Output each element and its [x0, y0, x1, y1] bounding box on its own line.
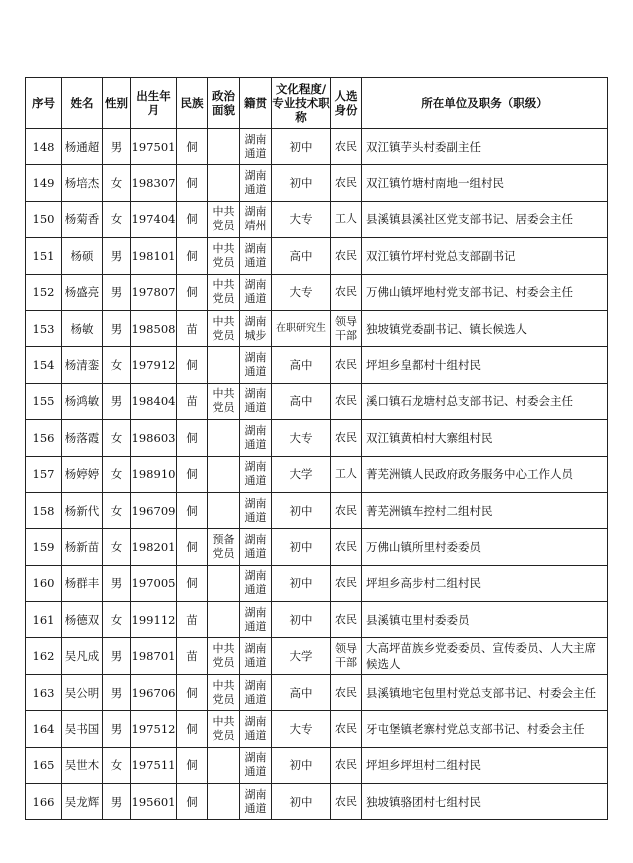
political-status-cell [208, 165, 240, 201]
gender-cell: 男 [103, 238, 131, 274]
gender-cell: 男 [103, 711, 131, 747]
gender-cell: 男 [103, 310, 131, 346]
unit-position-cell: 县溪镇地宅包里村党总支部书记、村委会主任 [362, 674, 608, 710]
row-number-cell: 150 [26, 201, 62, 237]
row-number-cell: 166 [26, 784, 62, 820]
gender-cell: 女 [103, 492, 131, 528]
ethnicity-cell: 侗 [177, 711, 208, 747]
table-row [26, 492, 608, 528]
person-name-cell: 杨德双 [62, 602, 103, 638]
col-ethnic-header: 民族 [177, 78, 208, 129]
row-number-cell: 160 [26, 565, 62, 601]
person-name-cell: 杨菊香 [62, 201, 103, 237]
unit-position-cell: 菁芜洲镇人民政府政务服务中心工作人员 [362, 456, 608, 492]
row-number-cell: 161 [26, 602, 62, 638]
unit-position-cell: 大高坪苗族乡党委委员、宣传委员、人大主席候选人 [362, 638, 608, 674]
ethnicity-cell: 苗 [177, 638, 208, 674]
row-number-cell: 152 [26, 274, 62, 310]
row-number-cell: 148 [26, 129, 62, 165]
education-cell: 大学 [272, 638, 331, 674]
birth-date-cell: 197512 [131, 711, 177, 747]
candidate-table [25, 77, 608, 820]
education-cell: 大专 [272, 420, 331, 456]
ethnicity-cell: 侗 [177, 201, 208, 237]
ethnicity-cell: 侗 [177, 129, 208, 165]
native-place-cell: 湖南通道 [240, 420, 272, 456]
native-place-cell: 湖南通道 [240, 602, 272, 638]
political-status-cell [208, 347, 240, 383]
person-name-cell: 吴世木 [62, 747, 103, 783]
row-number-cell: 159 [26, 529, 62, 565]
education-cell: 初中 [272, 784, 331, 820]
row-number-cell: 154 [26, 347, 62, 383]
political-status-cell: 预备党员 [208, 529, 240, 565]
education-cell: 大专 [272, 274, 331, 310]
person-name-cell: 杨清銮 [62, 347, 103, 383]
candidate-identity-cell: 农民 [331, 420, 362, 456]
candidate-identity-cell: 农民 [331, 711, 362, 747]
education-cell: 大专 [272, 711, 331, 747]
row-number-cell: 153 [26, 310, 62, 346]
birth-date-cell: 198508 [131, 310, 177, 346]
education-cell: 高中 [272, 383, 331, 419]
col-identity-header: 人选身份 [331, 78, 362, 129]
native-place-cell: 湖南通道 [240, 383, 272, 419]
candidate-identity-cell: 农民 [331, 165, 362, 201]
gender-cell: 女 [103, 347, 131, 383]
native-place-cell: 湖南通道 [240, 274, 272, 310]
birth-date-cell: 197005 [131, 565, 177, 601]
candidate-identity-cell: 农民 [331, 492, 362, 528]
political-status-cell: 中共党员 [208, 310, 240, 346]
ethnicity-cell: 侗 [177, 529, 208, 565]
row-number-cell: 156 [26, 420, 62, 456]
unit-position-cell: 坪坦乡坪坦村二组村民 [362, 747, 608, 783]
person-name-cell: 杨敏 [62, 310, 103, 346]
birth-date-cell: 198701 [131, 638, 177, 674]
candidate-identity-cell: 领导干部 [331, 310, 362, 346]
birth-date-cell: 197912 [131, 347, 177, 383]
person-name-cell: 杨新代 [62, 492, 103, 528]
candidate-identity-cell: 农民 [331, 238, 362, 274]
birth-date-cell: 196706 [131, 674, 177, 710]
col-birth-header: 出生年月 [131, 78, 177, 129]
birth-date-cell: 197807 [131, 274, 177, 310]
education-cell: 在职研究生 [272, 310, 331, 346]
unit-position-cell: 双江镇芋头村委副主任 [362, 129, 608, 165]
gender-cell: 女 [103, 456, 131, 492]
gender-cell: 女 [103, 529, 131, 565]
unit-position-cell: 独坡镇党委副书记、镇长候选人 [362, 310, 608, 346]
candidate-identity-cell: 农民 [331, 602, 362, 638]
table-row [26, 711, 608, 747]
gender-cell: 男 [103, 674, 131, 710]
candidate-identity-cell: 农民 [331, 383, 362, 419]
gender-cell: 女 [103, 602, 131, 638]
row-number-cell: 163 [26, 674, 62, 710]
table-row [26, 238, 608, 274]
col-gender-header: 性别 [103, 78, 131, 129]
education-cell: 初中 [272, 747, 331, 783]
native-place-cell: 湖南通道 [240, 129, 272, 165]
education-cell: 初中 [272, 165, 331, 201]
row-number-cell: 165 [26, 747, 62, 783]
political-status-cell [208, 492, 240, 528]
table-row [26, 347, 608, 383]
table-row [26, 529, 608, 565]
native-place-cell: 湖南通道 [240, 565, 272, 601]
gender-cell: 女 [103, 420, 131, 456]
native-place-cell: 湖南通道 [240, 784, 272, 820]
political-status-cell: 中共党员 [208, 711, 240, 747]
ethnicity-cell: 苗 [177, 310, 208, 346]
person-name-cell: 杨通超 [62, 129, 103, 165]
candidate-identity-cell: 领导干部 [331, 638, 362, 674]
ethnicity-cell: 侗 [177, 456, 208, 492]
education-cell: 大学 [272, 456, 331, 492]
row-number-cell: 157 [26, 456, 62, 492]
table-row [26, 383, 608, 419]
ethnicity-cell: 苗 [177, 602, 208, 638]
person-name-cell: 吴龙辉 [62, 784, 103, 820]
table-row [26, 129, 608, 165]
table-row [26, 674, 608, 710]
political-status-cell [208, 747, 240, 783]
row-number-cell: 151 [26, 238, 62, 274]
native-place-cell: 湖南通道 [240, 492, 272, 528]
unit-position-cell: 坪坦乡皇都村十组村民 [362, 347, 608, 383]
unit-position-cell: 菁芜洲镇车控村二组村民 [362, 492, 608, 528]
birth-date-cell: 197404 [131, 201, 177, 237]
row-number-cell: 158 [26, 492, 62, 528]
unit-position-cell: 县溪镇屯里村委委员 [362, 602, 608, 638]
unit-position-cell: 坪坦乡高步村二组村民 [362, 565, 608, 601]
ethnicity-cell: 侗 [177, 784, 208, 820]
birth-date-cell: 196709 [131, 492, 177, 528]
table-row [26, 310, 608, 346]
col-name-header: 姓名 [62, 78, 103, 129]
person-name-cell: 杨婷婷 [62, 456, 103, 492]
birth-date-cell: 195601 [131, 784, 177, 820]
ethnicity-cell: 侗 [177, 674, 208, 710]
candidate-identity-cell: 农民 [331, 129, 362, 165]
native-place-cell: 湖南通道 [240, 347, 272, 383]
person-name-cell: 杨培杰 [62, 165, 103, 201]
row-number-cell: 149 [26, 165, 62, 201]
political-status-cell [208, 565, 240, 601]
ethnicity-cell: 侗 [177, 165, 208, 201]
header-row [26, 78, 608, 129]
birth-date-cell: 198307 [131, 165, 177, 201]
native-place-cell: 湖南通道 [240, 456, 272, 492]
gender-cell: 女 [103, 165, 131, 201]
native-place-cell: 湖南通道 [240, 674, 272, 710]
col-no-header: 序号 [26, 78, 62, 129]
education-cell: 初中 [272, 602, 331, 638]
education-cell: 高中 [272, 347, 331, 383]
political-status-cell [208, 456, 240, 492]
unit-position-cell: 双江镇竹塘村南地一组村民 [362, 165, 608, 201]
birth-date-cell: 198910 [131, 456, 177, 492]
person-name-cell: 吴书国 [62, 711, 103, 747]
unit-position-cell: 万佛山镇所里村委委员 [362, 529, 608, 565]
candidate-identity-cell: 工人 [331, 456, 362, 492]
ethnicity-cell: 苗 [177, 383, 208, 419]
gender-cell: 女 [103, 201, 131, 237]
unit-position-cell: 溪口镇石龙塘村总支部书记、村委会主任 [362, 383, 608, 419]
gender-cell: 男 [103, 383, 131, 419]
table-row [26, 274, 608, 310]
ethnicity-cell: 侗 [177, 565, 208, 601]
education-cell: 初中 [272, 565, 331, 601]
unit-position-cell: 万佛山镇坪地村党支部书记、村委会主任 [362, 274, 608, 310]
birth-date-cell: 197501 [131, 129, 177, 165]
education-cell: 初中 [272, 529, 331, 565]
candidate-identity-cell: 工人 [331, 201, 362, 237]
ethnicity-cell: 侗 [177, 747, 208, 783]
person-name-cell: 杨群丰 [62, 565, 103, 601]
col-political-header: 政治面貌 [208, 78, 240, 129]
table-row [26, 565, 608, 601]
birth-date-cell: 198404 [131, 383, 177, 419]
education-cell: 大专 [272, 201, 331, 237]
candidate-identity-cell: 农民 [331, 747, 362, 783]
person-name-cell: 杨盛亮 [62, 274, 103, 310]
native-place-cell: 湖南靖州 [240, 201, 272, 237]
unit-position-cell: 独坡镇骆团村七组村民 [362, 784, 608, 820]
person-name-cell: 吴公明 [62, 674, 103, 710]
gender-cell: 男 [103, 565, 131, 601]
person-name-cell: 杨硕 [62, 238, 103, 274]
row-number-cell: 162 [26, 638, 62, 674]
unit-position-cell: 县溪镇县溪社区党支部书记、居委会主任 [362, 201, 608, 237]
row-number-cell: 164 [26, 711, 62, 747]
gender-cell: 女 [103, 747, 131, 783]
candidate-identity-cell: 农民 [331, 274, 362, 310]
unit-position-cell: 牙屯堡镇老寨村党总支部书记、村委会主任 [362, 711, 608, 747]
political-status-cell: 中共党员 [208, 238, 240, 274]
native-place-cell: 湖南城步 [240, 310, 272, 346]
education-cell: 高中 [272, 238, 331, 274]
political-status-cell: 中共党员 [208, 383, 240, 419]
political-status-cell [208, 420, 240, 456]
person-name-cell: 杨落霞 [62, 420, 103, 456]
person-name-cell: 杨鸿敏 [62, 383, 103, 419]
ethnicity-cell: 侗 [177, 274, 208, 310]
table-row [26, 747, 608, 783]
education-cell: 初中 [272, 129, 331, 165]
candidate-identity-cell: 农民 [331, 347, 362, 383]
ethnicity-cell: 侗 [177, 238, 208, 274]
gender-cell: 男 [103, 129, 131, 165]
birth-date-cell: 199112 [131, 602, 177, 638]
unit-position-cell: 双江镇竹坪村党总支部副书记 [362, 238, 608, 274]
birth-date-cell: 198603 [131, 420, 177, 456]
person-name-cell: 吴凡成 [62, 638, 103, 674]
education-cell: 初中 [272, 492, 331, 528]
political-status-cell [208, 784, 240, 820]
birth-date-cell: 198201 [131, 529, 177, 565]
candidate-identity-cell: 农民 [331, 565, 362, 601]
col-unit-header: 所在单位及职务（职级） [362, 78, 608, 129]
table-row [26, 638, 608, 674]
political-status-cell [208, 129, 240, 165]
ethnicity-cell: 侗 [177, 347, 208, 383]
native-place-cell: 湖南通道 [240, 711, 272, 747]
political-status-cell [208, 602, 240, 638]
political-status-cell: 中共党员 [208, 638, 240, 674]
native-place-cell: 湖南通道 [240, 529, 272, 565]
native-place-cell: 湖南通道 [240, 165, 272, 201]
unit-position-cell: 双江镇黄柏村大寨组村民 [362, 420, 608, 456]
candidate-identity-cell: 农民 [331, 674, 362, 710]
native-place-cell: 湖南通道 [240, 638, 272, 674]
birth-date-cell: 197511 [131, 747, 177, 783]
gender-cell: 男 [103, 784, 131, 820]
table-row [26, 456, 608, 492]
political-status-cell: 中共党员 [208, 201, 240, 237]
native-place-cell: 湖南通道 [240, 238, 272, 274]
birth-date-cell: 198101 [131, 238, 177, 274]
native-place-cell: 湖南通道 [240, 747, 272, 783]
person-name-cell: 杨新苗 [62, 529, 103, 565]
political-status-cell: 中共党员 [208, 274, 240, 310]
gender-cell: 男 [103, 274, 131, 310]
candidate-identity-cell: 农民 [331, 784, 362, 820]
table-row [26, 784, 608, 820]
row-number-cell: 155 [26, 383, 62, 419]
table-row [26, 420, 608, 456]
col-education-header: 文化程度/专业技术职称 [272, 78, 331, 129]
political-status-cell: 中共党员 [208, 674, 240, 710]
education-cell: 高中 [272, 674, 331, 710]
table-row [26, 201, 608, 237]
gender-cell: 男 [103, 638, 131, 674]
ethnicity-cell: 侗 [177, 492, 208, 528]
col-native-header: 籍贯 [240, 78, 272, 129]
table-row [26, 165, 608, 201]
candidate-identity-cell: 农民 [331, 529, 362, 565]
table-row [26, 602, 608, 638]
ethnicity-cell: 侗 [177, 420, 208, 456]
